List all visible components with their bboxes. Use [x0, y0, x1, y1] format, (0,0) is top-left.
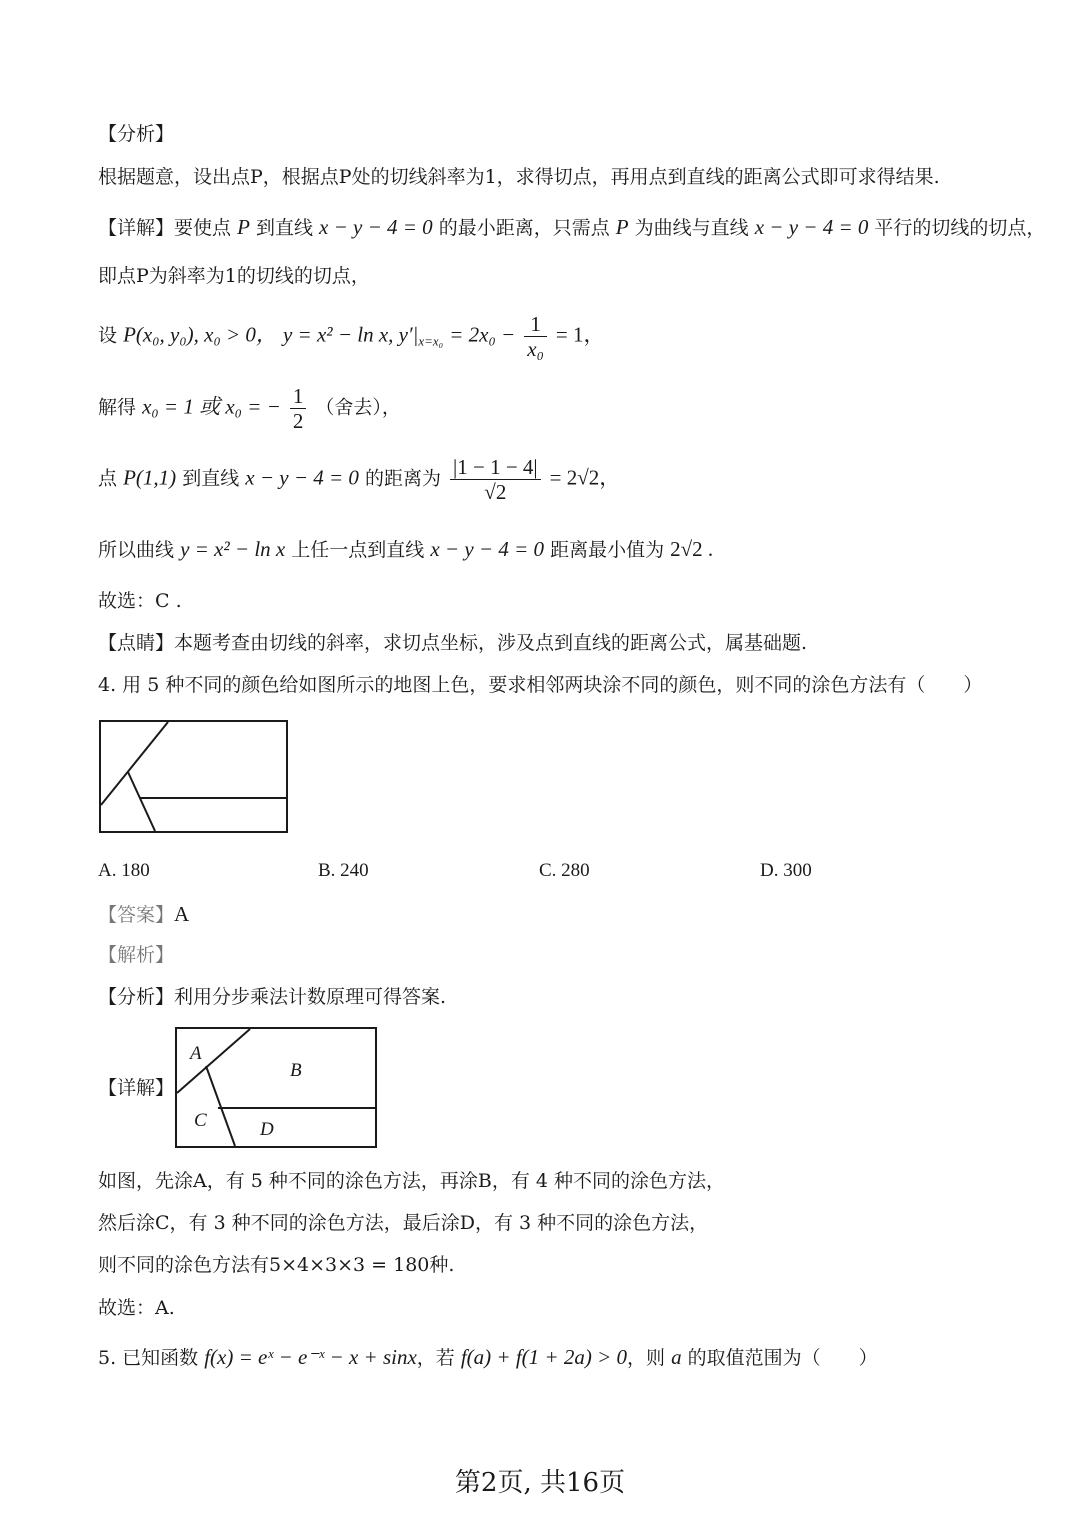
set-point-line: 设 P(x₀, y₀), x₀ > 0， y = x² − ln x, $y'|_{x=x_0} = 2x_0$ − $\frac{1}{\text{x₀}}$ = 1，	[98, 312, 605, 362]
option-a: A. 180	[98, 860, 150, 881]
detail-paragraph: 【详解】要使点 P 到直线 x − y − 4 = 0 的最小距离，只需点 P 为曲线与直线 x − y − 4 = 0 平行的切线的切点，	[98, 215, 1046, 239]
map-figure	[98, 718, 290, 836]
distance-line: 点 P(1,1) 到直线 x − y − 4 = 0 的距离为 $\frac{|1 - 1 - 4|}{√2}$ = 2√2，	[98, 455, 621, 505]
distance-fraction: $\frac{|1 - 1 - 4|}{√2}$	[450, 455, 541, 504]
detail2-label: 【详解】	[98, 1077, 175, 1099]
answer-value: A	[174, 902, 190, 926]
question-4: 4. 用 5 种不同的颜色给如图所示的地图上色，要求相邻两块涂不同的颜色，则不同的涂色方法有（ ）	[98, 674, 983, 696]
region-a-label: A	[190, 1043, 202, 1064]
analysis-heading: 【分析】	[98, 123, 175, 145]
solution-line-3: 则不同的涂色方法有5×4×3×3 = 180种.	[98, 1254, 455, 1276]
detail-label: 【详解】	[98, 217, 175, 239]
solution-line-2: 然后涂C，有 3 种不同的涂色方法，最后涂D，有 3 种不同的涂色方法，	[98, 1212, 709, 1234]
fraction-1-over-x0: $\frac{1}{\text{x₀}}$	[524, 312, 547, 361]
page-footer: 第2页, 共16页	[454, 1468, 626, 1498]
analysis2-line: 【分析】利用分步乘法计数原理可得答案.	[98, 986, 447, 1008]
fraction-1-over-2: $\frac{1}{2}$	[290, 384, 307, 433]
region-c-label: C	[194, 1110, 207, 1131]
region-b-label: B	[290, 1060, 302, 1081]
choice-line-2: 故选：A.	[98, 1297, 175, 1319]
option-b: B. 240	[318, 860, 369, 881]
comment-line: 【点睛】本题考查由切线的斜率，求切点坐标，涉及点到直线的距离公式，属基础题.	[98, 632, 808, 654]
solution-line-1: 如图，先涂A，有 5 种不同的涂色方法，再涂B，有 4 种不同的涂色方法，	[98, 1170, 726, 1192]
option-c: C. 280	[539, 860, 590, 881]
tangent-line-text: 即点P为斜率为1的切线的切点，	[98, 265, 370, 287]
option-d: D. 300	[760, 860, 812, 881]
choice-line: 故选：C .	[98, 590, 182, 612]
analysis-tag: 【解析】	[98, 944, 175, 966]
answer-tag: 【答案】	[98, 904, 175, 926]
region-d-label: D	[260, 1119, 274, 1140]
analysis-text: 根据题意，设出点P，根据点P处的切线斜率为1，求得切点，再用点到直线的距离公式即可求得结果.	[98, 166, 940, 188]
question-5: 5. 已知函数 f(x) = eˣ − e⁻ˣ − x + sinx，若 f(a) + f(1 + 2a) > 0，则 a 的取值范围为（ ）	[98, 1345, 878, 1369]
solve-line: 解得 x₀ = 1 或 x₀ = − $\frac{1}{2}$ （舍去），	[98, 384, 401, 434]
labeled-map-figure	[174, 1026, 380, 1152]
answer-line	[98, 901, 189, 928]
conclusion-line: 所以曲线 y = x² − ln x 上任一点到直线 x − y − 4 = 0 距离最小值为 2√2 .	[98, 537, 714, 561]
